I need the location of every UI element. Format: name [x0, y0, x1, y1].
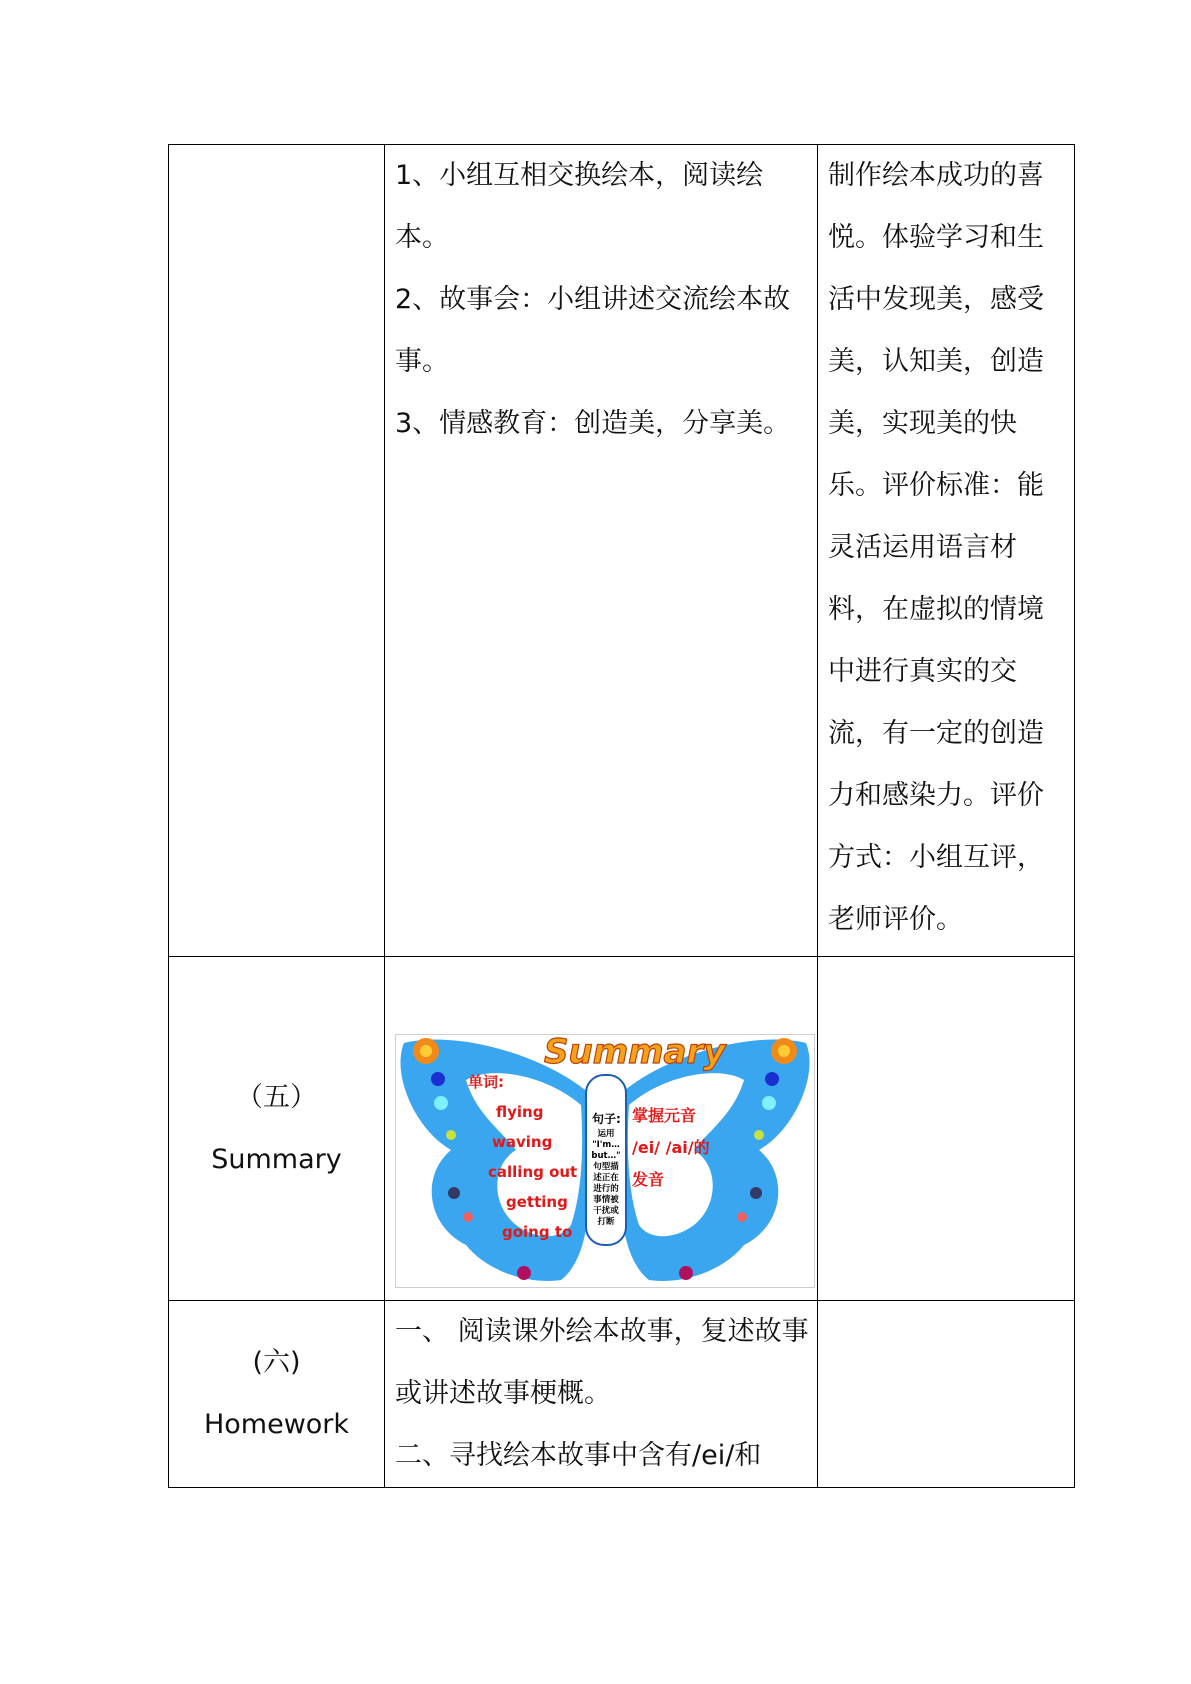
sentence-line: 事情被: [593, 1195, 619, 1205]
sentence-line: "I'm…: [592, 1140, 620, 1150]
phonics-line: 掌握元音: [632, 1106, 697, 1125]
intent-cell: [818, 957, 1075, 1301]
table-row: [169, 957, 1075, 1301]
sentence-line: 述正在: [593, 1173, 619, 1183]
word-label: calling out: [488, 1163, 578, 1181]
word-label: waving: [492, 1133, 553, 1151]
activities-cell: [385, 145, 818, 957]
sentence-line: 干扰或: [593, 1206, 619, 1216]
stage-cell: [169, 957, 385, 1301]
sentence-line: but…": [591, 1151, 621, 1161]
words-heading: 单词:: [468, 1073, 504, 1091]
word-label: getting: [506, 1193, 568, 1211]
word-label: going to: [502, 1223, 573, 1241]
stage-number: （五）: [236, 1081, 317, 1113]
table-row: [169, 1301, 1075, 1488]
sentence-line: 运用: [597, 1129, 615, 1139]
activities-cell: [385, 957, 818, 1301]
intent-cell: [818, 145, 1075, 957]
stage-name: Homework: [203, 1409, 350, 1440]
phonics-line: /ei/ /ai/的: [632, 1138, 710, 1157]
homework-line: 一、 阅读课外绘本故事，复述故事或讲述故事梗概。: [395, 1316, 809, 1409]
sentence-line: 进行的: [593, 1184, 619, 1194]
sentence-line: 句型描: [593, 1162, 619, 1172]
stage-cell: [169, 145, 385, 957]
sentence-heading: 句子:: [592, 1112, 621, 1126]
activity-line: 2、故事会：小组讲述交流绘本故事。: [395, 284, 791, 377]
stage-cell: [169, 1301, 385, 1488]
summary-title: Summary: [544, 1035, 726, 1072]
activity-line: 1、小组互相交换绘本，阅读绘本。: [395, 160, 764, 253]
stage-name: Summary: [211, 1143, 342, 1175]
intent-text: 制作绘本成功的喜悦。体验学习和生活中发现美，感受美，认知美，创造美，实现美的快乐。评价标准：能灵活运用语言材料，在虚拟的情境中进行真实的交流，有一定的创造力和感染力。评价方式：小组互评，老师评价。: [828, 160, 1044, 935]
sentence-line: 打断: [597, 1217, 615, 1227]
lesson-plan-table: [168, 144, 1075, 1488]
homework-line: 二、寻找绘本故事中含有/ei/和: [395, 1440, 762, 1471]
word-label: flying: [496, 1103, 544, 1121]
table-row: [169, 145, 1075, 957]
phonics-line: 发音: [632, 1170, 665, 1189]
stage-number: (六): [252, 1347, 301, 1378]
summary-butterfly-image: [395, 1034, 815, 1288]
intent-cell: [818, 1301, 1075, 1488]
activity-line: 3、情感教育：创造美，分享美。: [395, 408, 791, 439]
activities-cell: [385, 1301, 818, 1488]
